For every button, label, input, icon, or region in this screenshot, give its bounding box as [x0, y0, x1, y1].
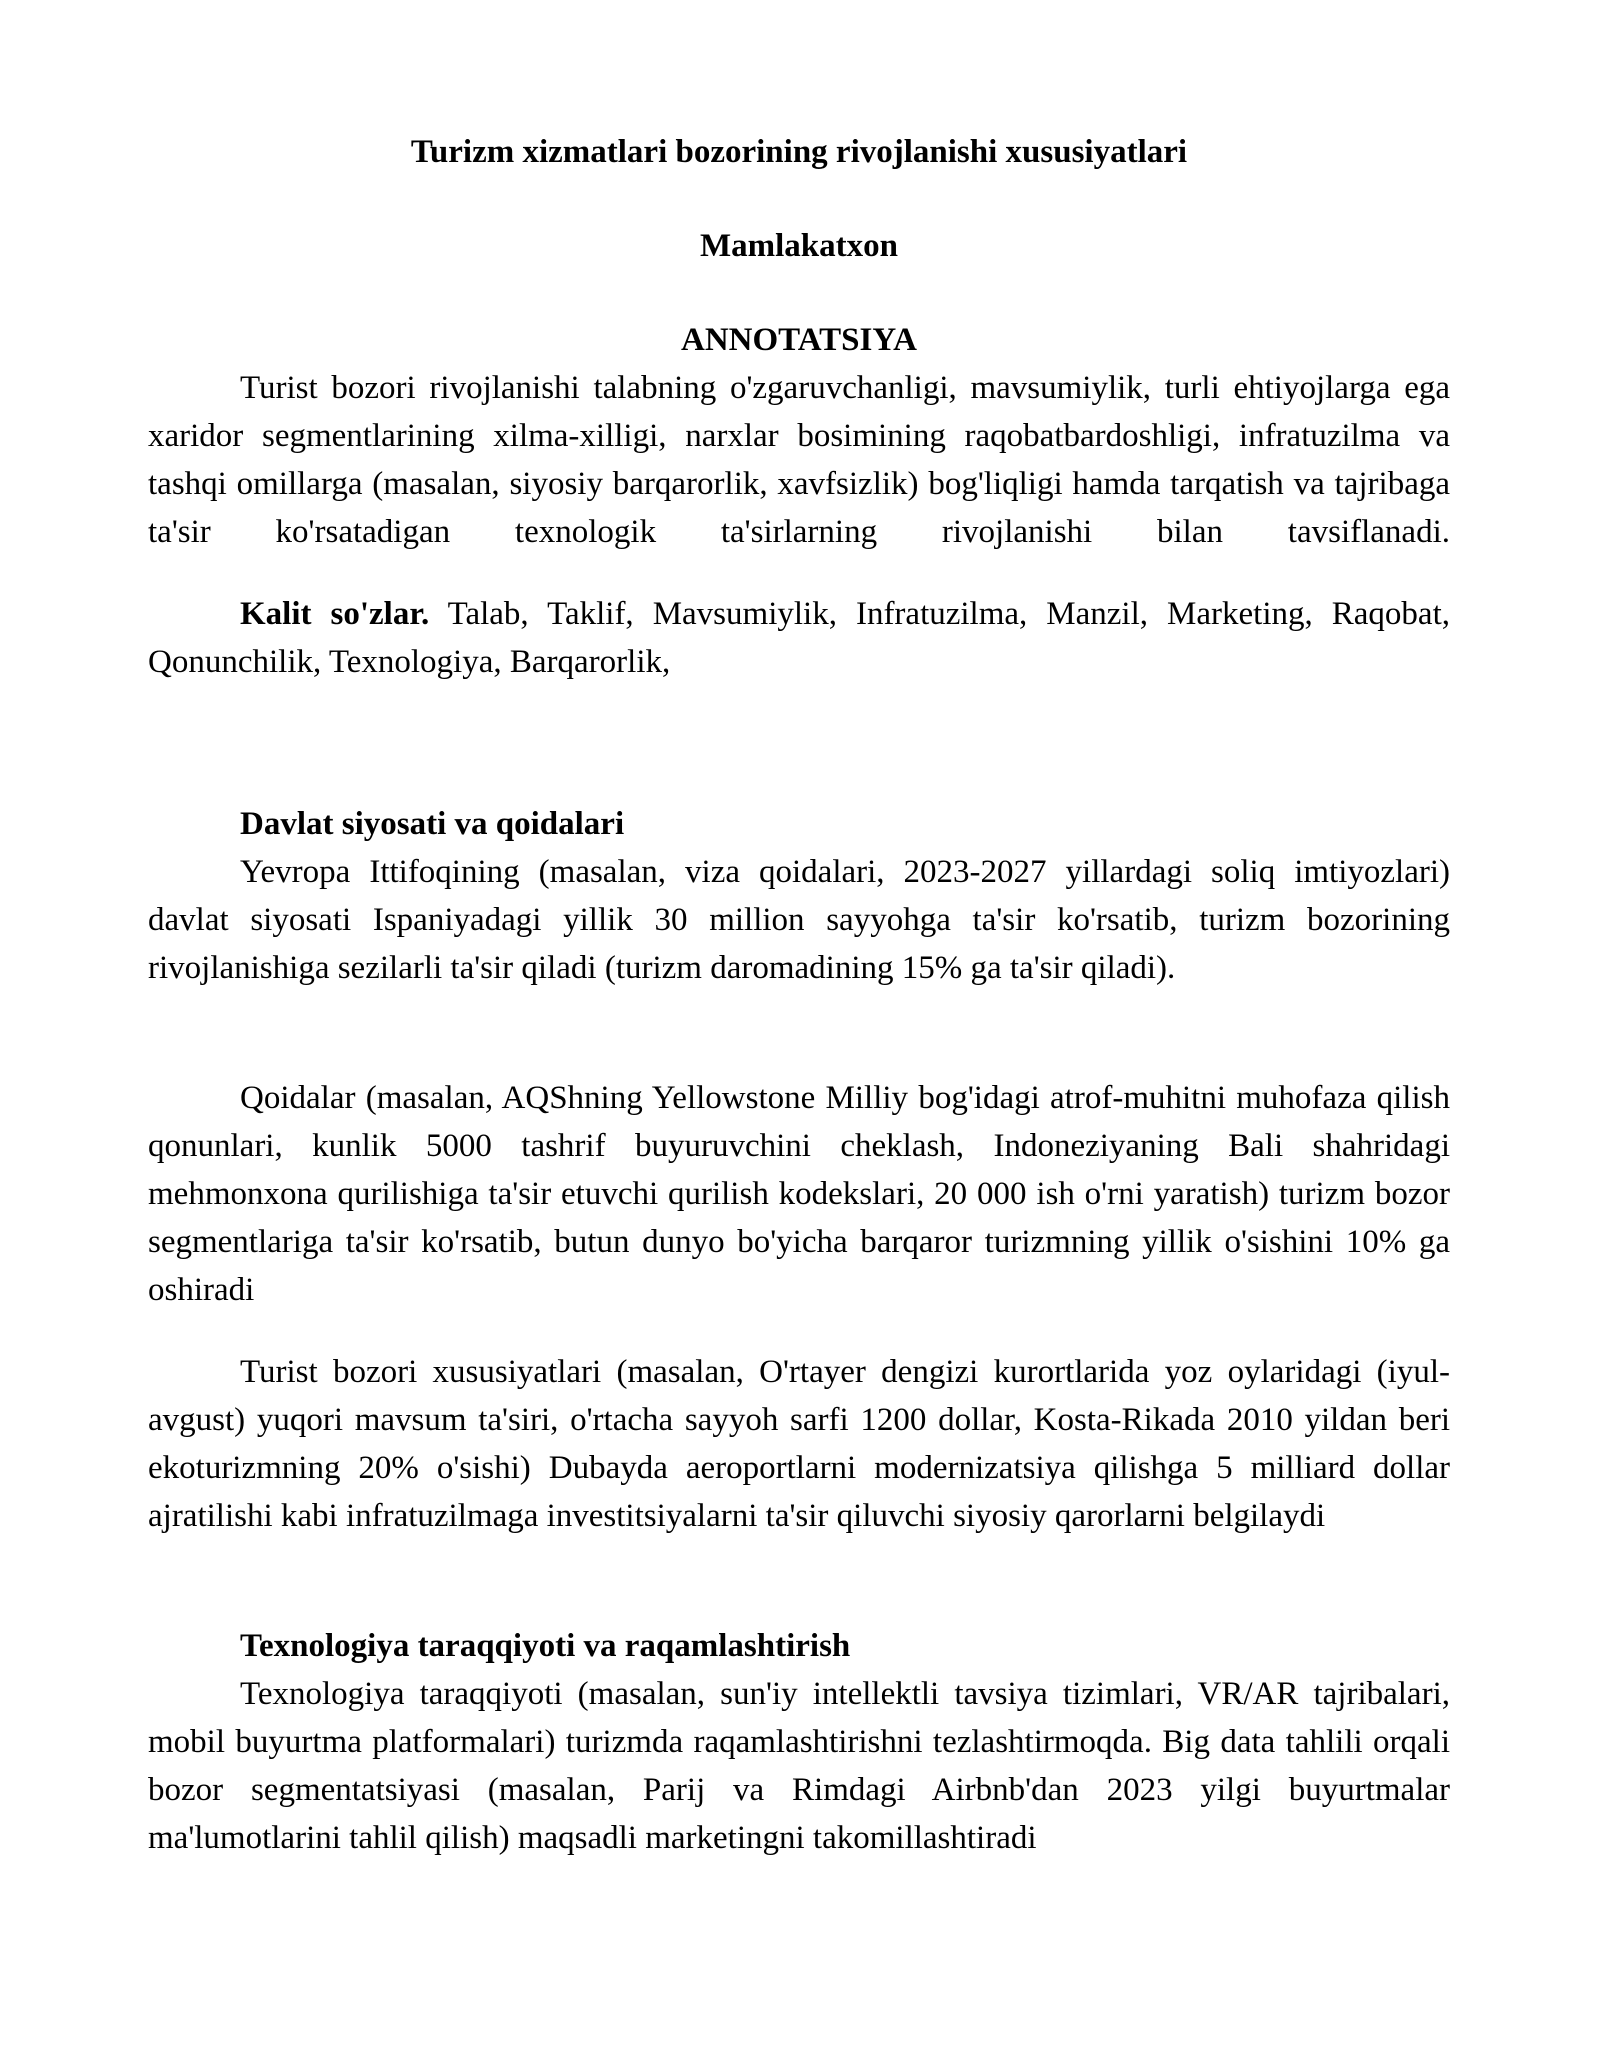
- annotation-heading: ANNOTATSIYA: [681, 322, 917, 358]
- document-page: [148, 128, 1450, 1862]
- body-paragraph: Qoidalar (masalan, AQShning Yellowstone Milliy bog'idagi atrof-muhitni muhofaza qilish qonunlari, kunlik 5000 tashrif buyuruvchini cheklash, Indoneziyaning Bali shahridagi mehmonxona qurilishiga ta'sir etuvchi qurilish kodekslari, 20 000 ish o'rni yaratish) turizm bozor segmentlariga ta'sir ko'rsatib, butun dunyo bo'yicha barqaror turizmning yillik o'sishini 10% ga oshiradi: [148, 1080, 1450, 1308]
- body-paragraph: Texnologiya taraqqiyoti (masalan, sun'iy intellektli tavsiya tizimlari, VR/AR tajribalari, mobil buyurtma platformalari) turizmda raqamlashtirishni tezlashtirmoqda. Big data tahlili orqali bozor segmentatsiyasi (masalan, Parij va Rimdagi Airbnb'dan 2023 yilgi buyurtmalar ma'lumotlarini tahlil qilish) maqsadli marketingni takomillashtiradi: [148, 1676, 1450, 1856]
- section-heading-technology: Texnologiya taraqqiyoti va raqamlashtirish: [240, 1628, 851, 1664]
- body-paragraph: Yevropa Ittifoqining (masalan, viza qoidalari, 2023-2027 yillardagi soliq imtiyozlari) davlat siyosati Ispaniyadagi yillik 30 million sayyohga ta'sir ko'rsatib, turizm bozorining rivojlanishiga sezilarli ta'sir qiladi (turizm daromadining 15% ga ta'sir qiladi).: [148, 854, 1450, 986]
- document-title: Turizm xizmatlari bozorining rivojlanishi xususiyatlari: [410, 134, 1188, 170]
- keywords-paragraph: [148, 590, 1450, 686]
- author-name: Mamlakatxon: [700, 228, 898, 264]
- keywords-list: Talab, Taklif, Mavsumiylik, Infratuzilma, Manzil, Marketing, Raqobat, Qonunchilik, Texnologiya, Barqarorlik,: [148, 596, 1450, 680]
- body-paragraph: Turist bozori xususiyatlari (masalan, O'rtayer dengizi kurortlarida yoz oylaridagi (iyul-avgust) yuqori mavsum ta'siri, o'rtacha sayyoh sarfi 1200 dollar, Kosta-Rikada 2010 yildan beri ekoturizmning 20% o'sishi) Dubayda aeroportlarni modernizatsiya qilishga 5 milliard dollar ajratilishi kabi infratuzilmaga investitsiyalarni ta'sir qiluvchi siyosiy qarorlarni belgilaydi: [148, 1354, 1450, 1534]
- annotation-paragraph: Turist bozori rivojlanishi talabning o'zgaruvchanligi, mavsumiylik, turli ehtiyojlarga ega xaridor segmentlarining xilma-xilligi, narxlar bosimining raqobatbardoshligi, infratuzilma va tashqi omillarga (masalan, siyosiy barqarorlik, xavfsizlik) bog'liqligi hamda tarqatish va tajribaga ta'sir ko'rsatadigan texnologik ta'sirlarning rivojlanishi bilan tavsiflanadi.: [148, 370, 1450, 550]
- section-heading-policy: Davlat siyosati va qoidalari: [240, 806, 625, 842]
- keywords-label: Kalit so'zlar.: [240, 596, 430, 632]
